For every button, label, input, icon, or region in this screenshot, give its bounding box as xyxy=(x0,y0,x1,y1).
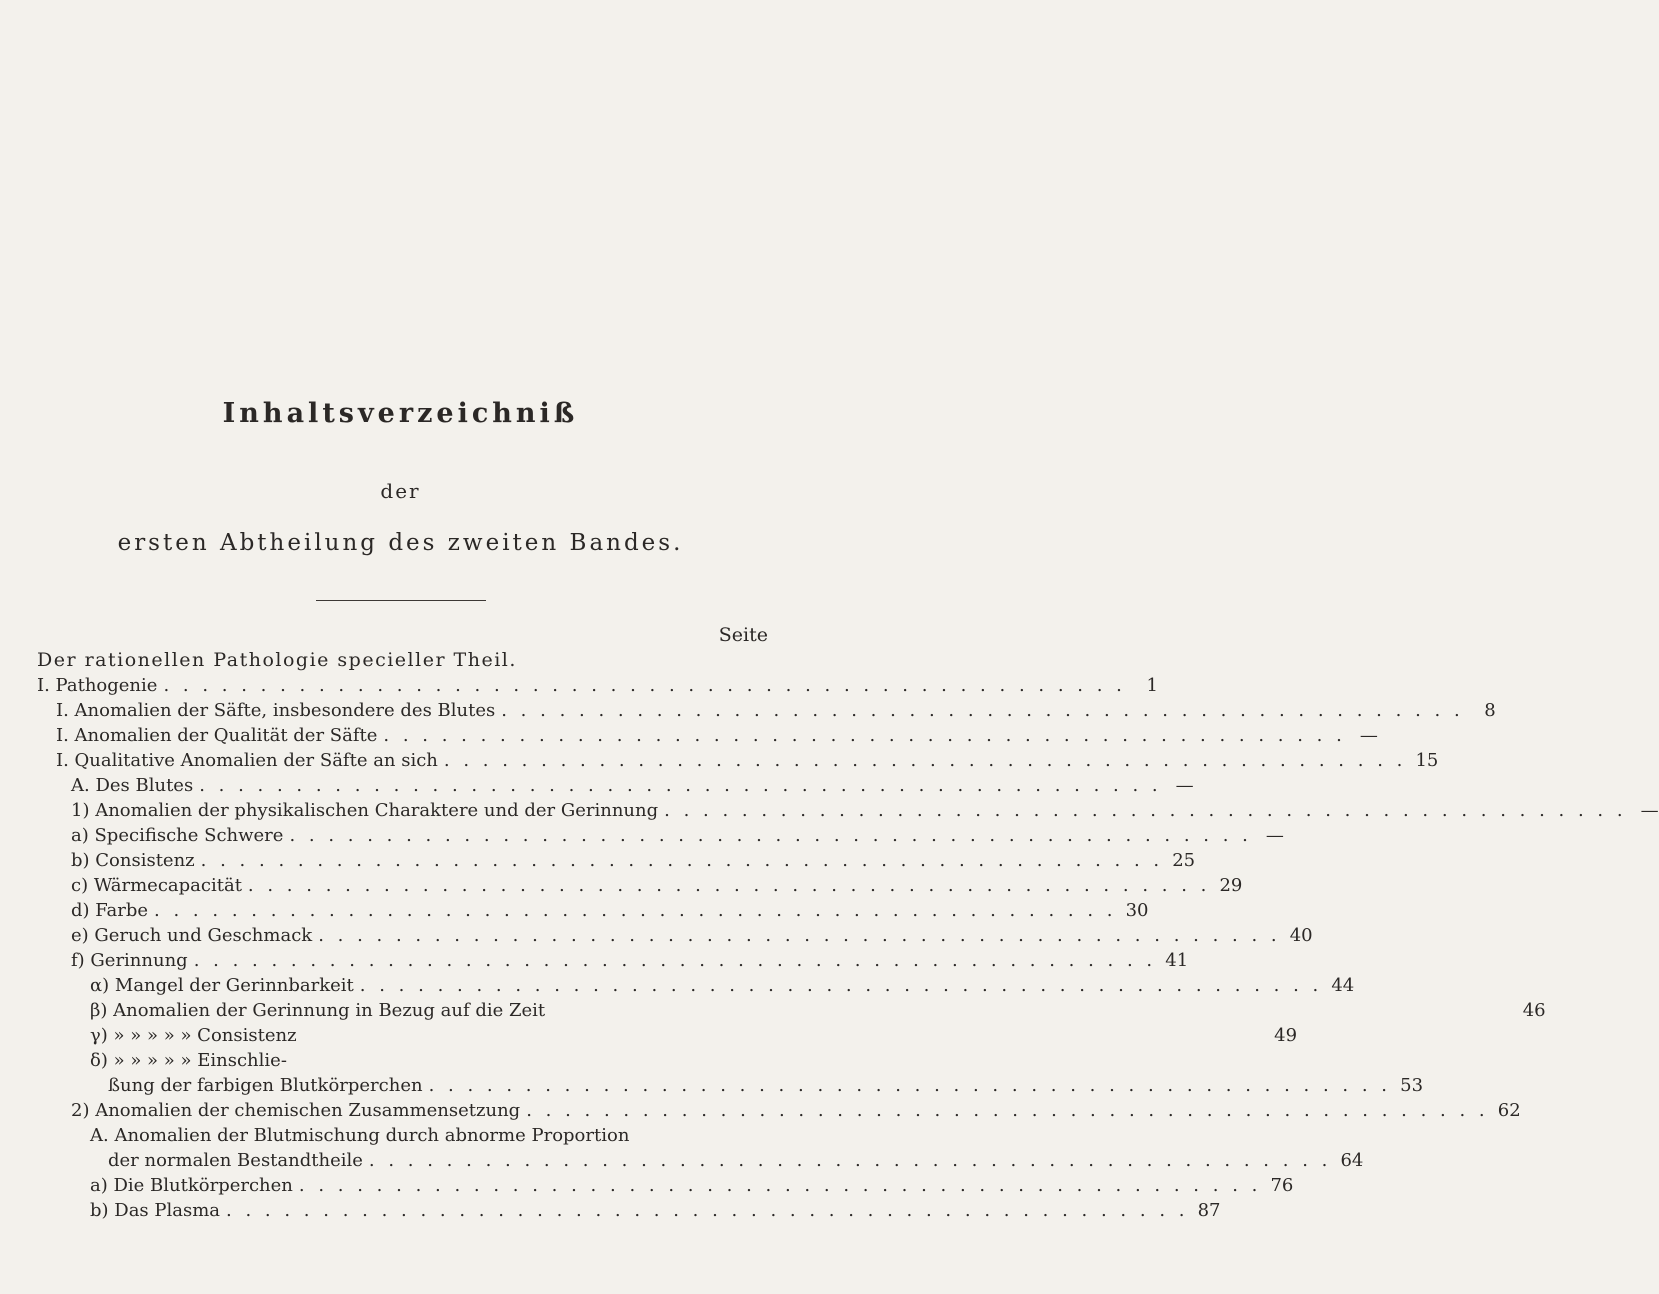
toc-entry-label: I. Anomalien der Säfte, insbesondere des Blutes xyxy=(56,700,496,721)
leader-dots: . . . . . . . . . . . . . . . . . . . . . . . . . . . . . . . . . . . . . . . . . . . . . . . . . . xyxy=(443,750,1407,771)
toc-entry-label: I. Pathogenie xyxy=(37,675,158,696)
leader-dots: . . . . . . . . . . . . . . . . . . . . . . . . . . . . . . . . . . . . . . . . . . . . . . . . . . xyxy=(318,925,1281,946)
toc-entry-page: 46 xyxy=(1522,1000,1546,1021)
leader-dots: . . . . . . . . . . . . . . . . . . . . . . . . . . . . . . . . . . . . . . . . . . . . . . . . . . xyxy=(226,1200,1189,1221)
leader-dots: . . . . . . . . . . . . . . . . . . . . . . . . . . . . . . . . . . . . . . . . . . . . . . . . . . xyxy=(298,1175,1262,1196)
toc-entry-label: 1) Anomalien der physikalischen Charaktere und der Gerinnung xyxy=(71,800,659,821)
leader-dots: . . . . . . . . . . . . . . . . . . . . . . . . . . . . . . . . . . . . . . . . . . . . . . . . . . xyxy=(163,675,1126,696)
leader-dots: . . . . . . . . . . . . . . . . . . . . . . . . . . . . . . . . . . . . . . . . . . . . . . . . . . xyxy=(664,800,1627,821)
divider-rule xyxy=(316,600,486,601)
section-heading: Der rationellen Pathologie specieller Theil. xyxy=(37,649,517,671)
toc-entry-label: b) Consistenz xyxy=(71,850,195,871)
toc-entry-page: — xyxy=(1175,775,1194,796)
toc-entry-label: b) Das Plasma xyxy=(90,1200,221,1221)
toc-entry xyxy=(108,1073,1424,1099)
leader-dots: . . . . . . . . . . . . . . . . . . . . . . . . . . . . . . . . . . . . . . . . . . . . . . . . . . xyxy=(526,1100,1489,1121)
toc-entry xyxy=(90,1198,1221,1224)
toc-entry xyxy=(90,1023,1298,1049)
toc-entry-label: der normalen Bestandtheile xyxy=(108,1150,363,1171)
toc-entry xyxy=(71,848,1196,874)
toc-entry-page: 30 xyxy=(1125,900,1149,921)
toc-entry xyxy=(71,898,1149,924)
toc-entry xyxy=(71,923,1313,949)
toc-entry-label: ßung der farbigen Blutkörperchen xyxy=(108,1075,423,1096)
toc-entry-page: 1 xyxy=(1146,675,1158,696)
toc-entry-label: γ) » » » » » Consistenz xyxy=(90,1025,297,1046)
leader-dots: . . . . . . . . . . . . . . . . . . . . . . . . . . . . . . . . . . . . . . . . . . . . . . . . . . xyxy=(199,775,1162,796)
toc-entry xyxy=(71,948,1189,974)
toc-entry xyxy=(90,973,1355,999)
toc-entry-page: 49 xyxy=(1274,1025,1298,1046)
leader-dots: . . . . . . . . . . . . . . . . . . . . . . . . . . . . . . . . . . . . . . . . . . . . . . . . . . xyxy=(193,950,1157,971)
toc-entry xyxy=(71,873,1243,899)
leader-dots: . . . . . . . . . . . . . . . . . . . . . . . . . . . . . . . . . . . . . . . . . . . . . . . . . . xyxy=(368,1150,1332,1171)
leader-dots: . . . . . . . . . . . . . . . . . . . . . . . . . . . . . . . . . . . . . . . . . . . . . . . . . . xyxy=(501,700,1464,721)
page-subtitle: ersten Abtheilung des zweiten Bandes. xyxy=(117,530,684,556)
toc-entry-page: — xyxy=(1265,825,1284,846)
toc-entry-label: c) Wärmecapacität xyxy=(71,875,242,896)
toc-entry xyxy=(90,1173,1294,1199)
toc-entry xyxy=(71,798,1659,824)
toc-entry xyxy=(108,1148,1364,1174)
toc-entry-page: 87 xyxy=(1197,1200,1221,1221)
leader-dots: . . . . . . . . . . . . . . . . . . . . . . . . . . . . . . . . . . . . . . . . . . . . . . . . . . xyxy=(383,725,1346,746)
toc-entry-label: I. Anomalien der Qualität der Säfte xyxy=(56,725,378,746)
toc-entry-page: 62 xyxy=(1497,1100,1521,1121)
toc-entry-page: 40 xyxy=(1289,925,1313,946)
toc-entry xyxy=(90,1123,768,1149)
toc-entry-label: I. Qualitative Anomalien der Säfte an sich xyxy=(56,750,438,771)
toc-entry-page: 41 xyxy=(1165,950,1189,971)
toc-entry-page: 44 xyxy=(1331,975,1355,996)
toc-entry-page: 76 xyxy=(1270,1175,1294,1196)
toc-entry-page: 29 xyxy=(1219,875,1243,896)
toc-entry-page: — xyxy=(1359,725,1378,746)
toc-entry xyxy=(71,823,1284,849)
toc-entry-page: 64 xyxy=(1340,1150,1364,1171)
toc-entry-page: 53 xyxy=(1400,1075,1424,1096)
leader-dots: . . . . . . . . . . . . . . . . . . . . . . . . . . . . . . . . . . . . . . . . . . . . . . . . . . xyxy=(200,850,1164,871)
toc-entry-label: f) Gerinnung xyxy=(71,950,188,971)
toc-entry xyxy=(90,1048,768,1074)
toc-entry-page: 25 xyxy=(1172,850,1196,871)
toc-entry-page: 15 xyxy=(1415,750,1439,771)
toc-entry-label: α) Mangel der Gerinnbarkeit xyxy=(90,975,354,996)
toc-entry xyxy=(37,673,1158,699)
leader-dots: . . . . . . . . . . . . . . . . . . . . . . . . . . . . . . . . . . . . . . . . . . . . . . . . . . xyxy=(154,900,1117,921)
leader-dots: . . . . . . . . . . . . . . . . . . . . . . . . . . . . . . . . . . . . . . . . . . . . . . . . . . xyxy=(359,975,1323,996)
toc-entry-label: β) Anomalien der Gerinnung in Bezug auf die Zeit xyxy=(90,1000,546,1021)
page-column-heading: Seite xyxy=(718,624,768,646)
toc-entry xyxy=(71,773,1194,799)
toc-entry-page: 8 xyxy=(1484,700,1496,721)
toc-entry xyxy=(56,698,1496,724)
title-connector: der xyxy=(380,479,421,503)
toc-entry-label: e) Geruch und Geschmack xyxy=(71,925,313,946)
leader-dots: . . . . . . . . . . . . . . . . . . . . . . . . . . . . . . . . . . . . . . . . . . . . . . . . . . xyxy=(247,875,1211,896)
toc-entry-label: A. Anomalien der Blutmischung durch abnorme Proportion xyxy=(90,1125,630,1146)
toc-entry-label: 2) Anomalien der chemischen Zusammensetzung xyxy=(71,1100,521,1121)
toc-entry xyxy=(90,998,1546,1024)
toc-entry-label: d) Farbe xyxy=(71,900,149,921)
page-title: Inhaltsverzeichniß xyxy=(222,398,579,429)
leader-dots: . . . . . . . . . . . . . . . . . . . . . . . . . . . . . . . . . . . . . . . . . . . . . . . . . . xyxy=(289,825,1252,846)
toc-entry-label: a) Specifische Schwere xyxy=(71,825,284,846)
toc-entry-label: a) Die Blutkörperchen xyxy=(90,1175,293,1196)
toc-entry-label: A. Des Blutes xyxy=(71,775,194,796)
toc-entry xyxy=(71,1098,1521,1124)
leader-dots: . . . . . . . . . . . . . . . . . . . . . . . . . . . . . . . . . . . . . . . . . . . . . . . . . . xyxy=(428,1075,1392,1096)
toc-entry-label: δ) » » » » » Einschlie- xyxy=(90,1050,287,1071)
toc-entry xyxy=(56,723,1378,749)
toc-entry-page: — xyxy=(1640,800,1659,821)
toc-entry xyxy=(56,748,1439,774)
